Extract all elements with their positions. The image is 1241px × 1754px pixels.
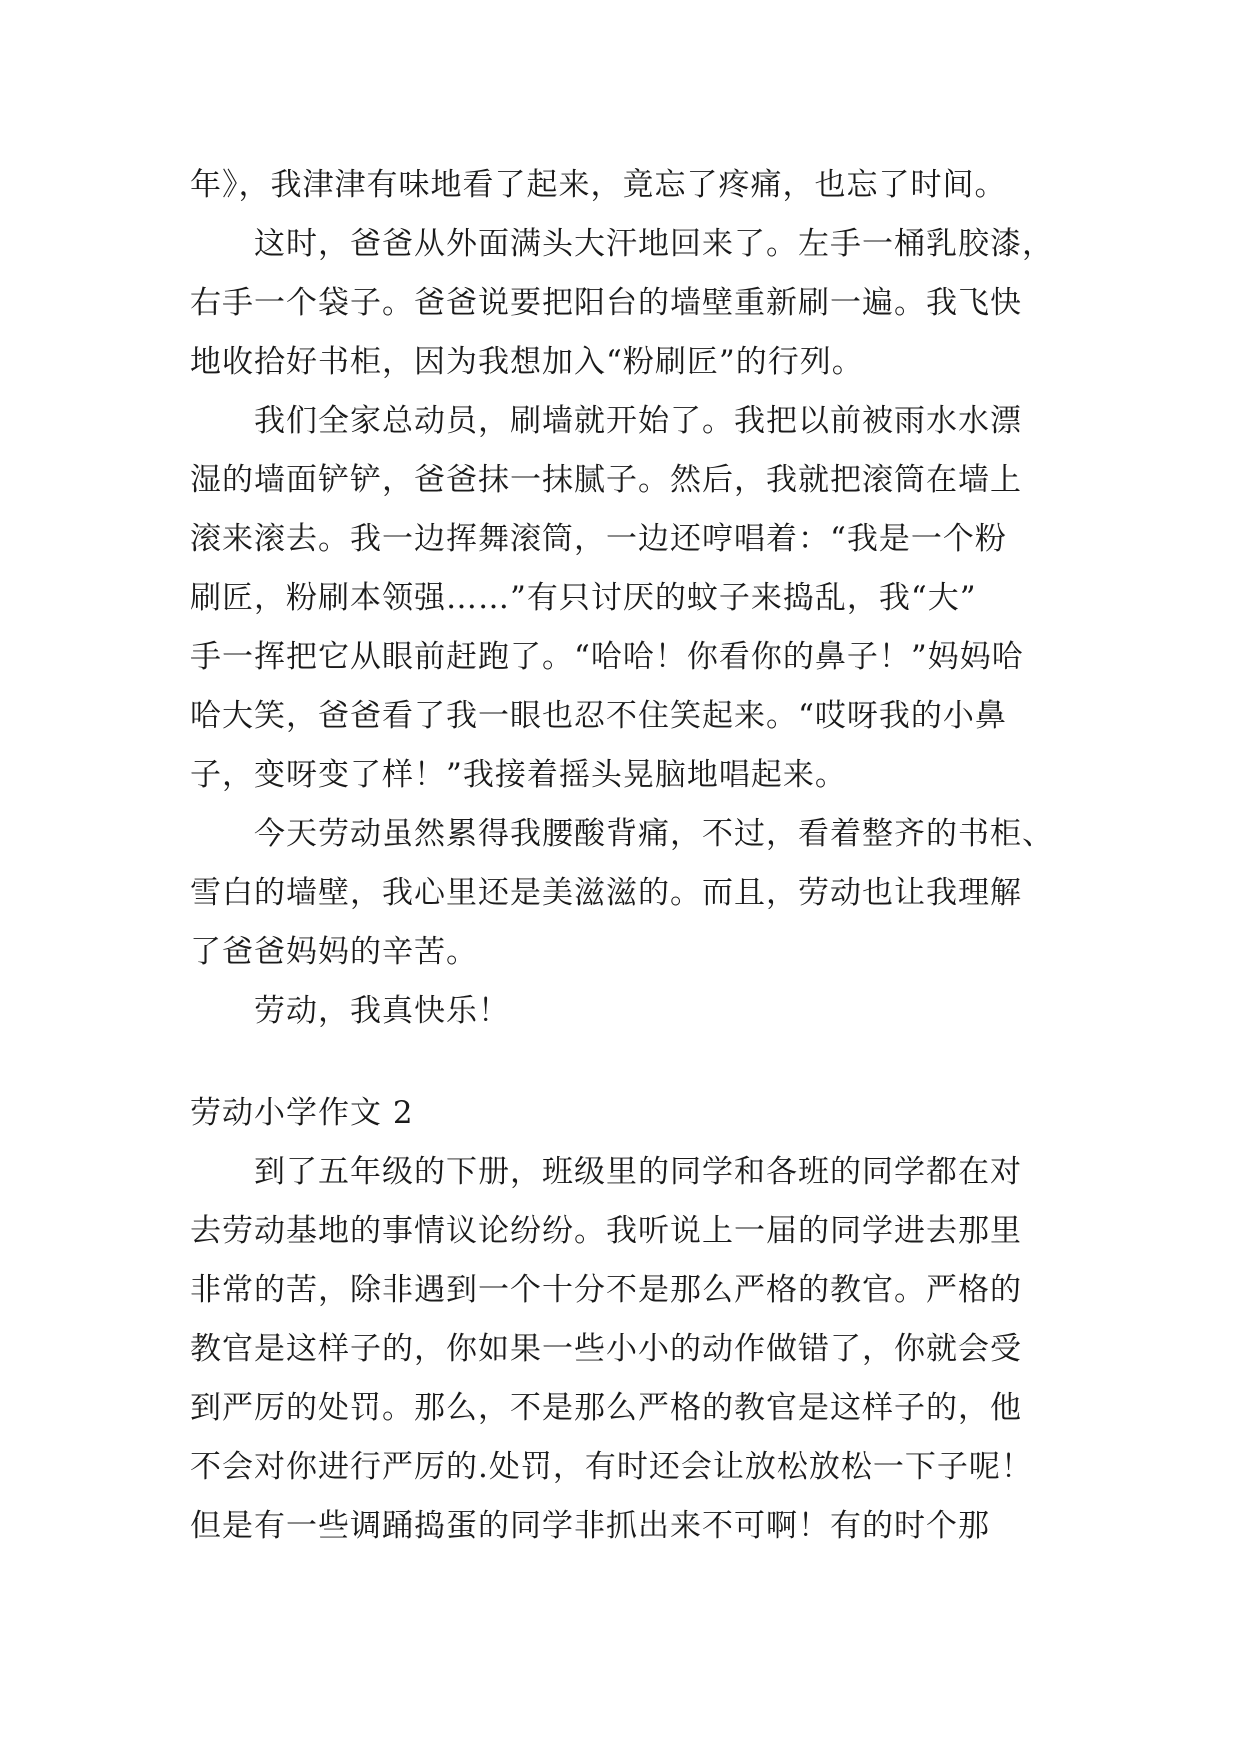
paragraph-line: 到了五年级的下册，班级里的同学和各班的同学都在对 — [254, 1154, 1022, 1190]
paragraph-line: 年》，我津津有味地看了起来，竟忘了疼痛，也忘了时间。 — [190, 167, 1007, 203]
paragraph-line: 子，变呀变了样！”我接着摇头晃脑地唱起来。 — [190, 757, 847, 793]
paragraph-line: 滚来滚去。我一边挥舞滚筒，一边还哼唱着：“我是一个粉 — [190, 521, 1007, 557]
paragraph-line: 了爸爸妈妈的辛苦。 — [190, 934, 478, 970]
paragraph-line: 非常的苦，除非遇到一个十分不是那么严格的教官。严格的 — [190, 1272, 1022, 1308]
paragraph-line: 手一挥把它从眼前赶跑了。“哈哈！你看你的鼻子！”妈妈哈 — [190, 639, 1024, 675]
paragraph-line: 地收拾好书柜，因为我想加入“粉刷匠”的行列。 — [190, 344, 864, 380]
paragraph-line: 劳动，我真快乐！ — [254, 993, 510, 1029]
paragraph-line: 去劳动基地的事情议论纷纷。我听说上一届的同学进去那里 — [190, 1213, 1022, 1249]
paragraph-line: 右手一个袋子。爸爸说要把阳台的墙壁重新刷一遍。我飞快 — [190, 285, 1022, 321]
paragraph-line: 但是有一些调踊捣蛋的同学非抓出来不可啊！有的时个那 — [190, 1508, 990, 1544]
paragraph-line: 到严厉的处罚。那么，不是那么严格的教官是这样子的，他 — [190, 1390, 1022, 1426]
paragraph-line: 教官是这样子的，你如果一些小小的动作做错了，你就会受 — [190, 1331, 1022, 1367]
paragraph-line: 这时，爸爸从外面满头大汗地回来了。左手一桶乳胶漆， — [254, 226, 1054, 262]
section-title: 劳动小学作文 2 — [190, 1095, 414, 1131]
paragraph-line: 不会对你进行严厉的.处罚，有时还会让放松放松一下子呢！ — [190, 1449, 1033, 1485]
paragraph-line: 刷匠，粉刷本领强……”有只讨厌的蚊子来捣乱，我“大” — [190, 580, 977, 616]
paragraph-line: 今天劳动虽然累得我腰酸背痛，不过，看着整齐的书柜、 — [254, 816, 1054, 852]
paragraph-line: 雪白的墙壁，我心里还是美滋滋的。而且，劳动也让我理解 — [190, 875, 1022, 911]
paragraph-line: 我们全家总动员，刷墙就开始了。我把以前被雨水水漂 — [254, 403, 1022, 439]
paragraph-line: 湿的墙面铲铲，爸爸抹一抹腻子。然后，我就把滚筒在墙上 — [190, 462, 1022, 498]
paragraph-line: 哈大笑，爸爸看了我一眼也忍不住笑起来。“哎呀我的小鼻 — [190, 698, 1007, 734]
